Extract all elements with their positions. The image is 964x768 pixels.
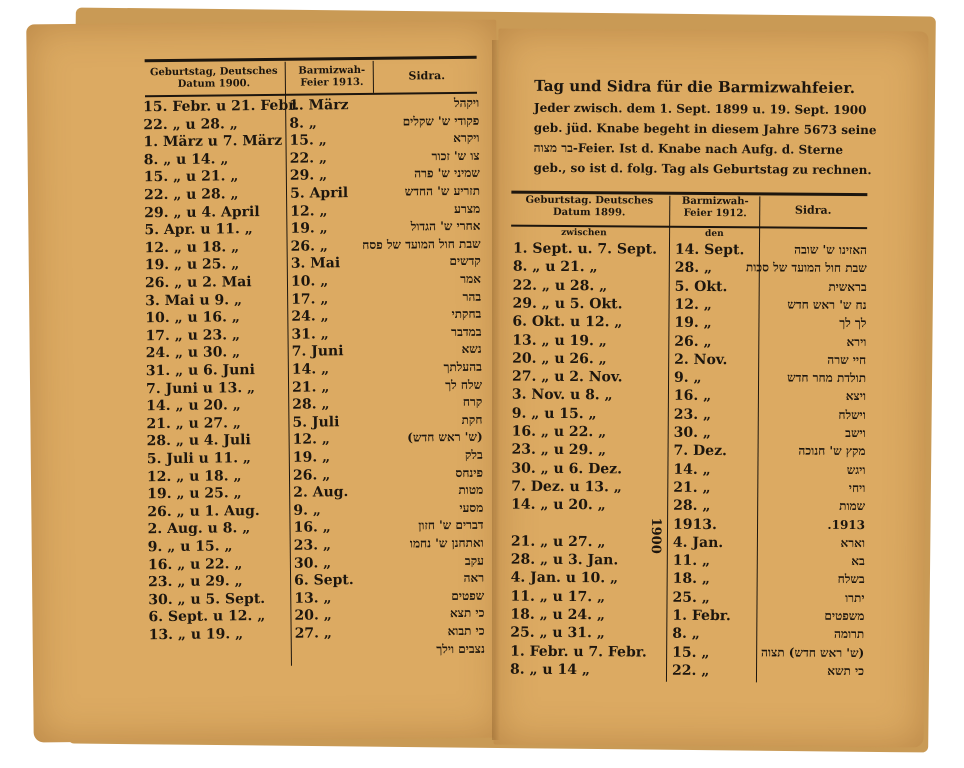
barmitzvah-date: 2. Nov. xyxy=(674,351,728,368)
sidra-name: בא xyxy=(851,554,865,569)
barmitzvah-date: 15. „ xyxy=(672,644,710,661)
barmitzvah-date: 17. „ xyxy=(291,290,329,308)
header-birthday: Geburtstag. Deutsches Datum 1899. xyxy=(525,194,654,219)
barmitzvah-date: 28. „ xyxy=(674,260,713,277)
barmitzvah-date: 8. „ xyxy=(672,626,700,643)
birthday-range: 21. „ u 27. „ xyxy=(146,415,242,433)
barmitzvah-date: 12. „ xyxy=(292,431,330,449)
barmitzvah-date: 19. „ xyxy=(292,449,331,466)
sidra-name: האזינו ש' שובה xyxy=(794,242,868,258)
birthday-range: 23. „ u 29. „ xyxy=(148,573,243,591)
sidra-name: פקודי ש' שקלים xyxy=(402,113,480,129)
sidra-name: נח ש' ראש חדש xyxy=(787,297,867,312)
sidra-name: חיי שרה xyxy=(827,352,867,367)
birthday-range: 9. „ u 15. „ xyxy=(511,405,597,422)
barmitzvah-date: 8. „ xyxy=(289,115,317,132)
birthday-range: 8. „ u 21. „ xyxy=(512,258,598,276)
sidra-name: כי תבוא xyxy=(447,623,485,639)
sidra-name: כי תשא xyxy=(827,663,865,678)
sidra-name: שבת חול המועד של פסח xyxy=(362,236,481,252)
barmitzvah-date: 1. März xyxy=(289,97,349,114)
birthday-range: 6. Okt. u 12. „ xyxy=(512,313,623,331)
barmitzvah-date: 14. „ xyxy=(291,361,330,378)
sidra-name: (ש' ראש חדש) תצוה xyxy=(761,644,865,660)
book-gutter xyxy=(492,40,500,740)
birthday-range: 3. Nov. u 8. „ xyxy=(511,387,613,404)
den-label: den xyxy=(705,228,724,240)
birthday-range: 13. „ u 19. „ xyxy=(148,626,244,644)
barmitzvah-date: 28. „ xyxy=(673,497,711,515)
barmitzvah-date: 14. Sept. xyxy=(674,241,745,259)
barmitzvah-date: 31. „ xyxy=(291,326,329,343)
birthday-range: 17. „ u 23. „ xyxy=(145,327,241,345)
top-rule xyxy=(145,56,477,62)
birthday-range: 1. März u 7. März xyxy=(143,132,283,151)
header-sidra: Sidra. xyxy=(794,203,832,217)
barmitzvah-date: 10. „ xyxy=(290,273,329,290)
left-page xyxy=(26,20,503,743)
sidra-name: צו ש' זכור xyxy=(431,148,480,164)
barmitzvah-date: 23. „ xyxy=(293,537,332,554)
birthday-range: 26. „ u 2. Mai xyxy=(144,274,252,292)
barmitzvah-date: 26. „ xyxy=(292,466,331,484)
birthday-range: 1. Febr. u 7. Febr. xyxy=(510,643,647,661)
birthday-range: 28. „ u 4. Juli xyxy=(146,432,251,450)
birthday-range: 4. Jan. u 10. „ xyxy=(510,569,619,587)
barmitzvah-date: 20. „ xyxy=(294,607,332,625)
sidra-name: ויקהל xyxy=(453,95,480,111)
barmitzvah-date: 7. Juni xyxy=(291,343,344,361)
header-barmitzvah: Barmizwah-Feier 1913. xyxy=(298,64,366,89)
table-row xyxy=(149,641,485,664)
sidra-name: ראה xyxy=(463,570,485,586)
sidra-name: מסעי xyxy=(459,500,484,515)
barmitzvah-date: 5. Juli xyxy=(292,414,340,431)
sidra-name: ויגש xyxy=(846,462,866,477)
barmitzvah-date: 16. „ xyxy=(293,519,331,537)
sidra-name: קדשים xyxy=(449,254,481,269)
birthday-range: 5. Apr. u 11. „ xyxy=(144,221,253,239)
barmitzvah-date: 27. „ xyxy=(294,625,333,642)
year-1900-vertical: 1900 xyxy=(647,517,664,554)
barmitzvah-date: 9. „ xyxy=(674,369,702,387)
sidra-name: לך לך xyxy=(839,316,867,331)
sidra-name: משפטים xyxy=(824,608,865,624)
header-birthday: Geburtstag, Deutsches Datum 1900. xyxy=(149,65,278,90)
sidra-name: בראשית xyxy=(828,279,867,294)
sidra-name: בשלח xyxy=(837,572,865,587)
barmitzvah-date: 28. „ xyxy=(292,396,330,413)
barmitzvah-date: 4. Jan. xyxy=(672,534,724,551)
birthday-range: 5. Juli u 11. „ xyxy=(146,450,252,468)
barmitzvah-date: 30. „ xyxy=(293,554,332,572)
sidra-name: תרומה xyxy=(833,627,865,642)
birthday-range: 7. Juni u 13. „ xyxy=(145,379,256,397)
right-page xyxy=(494,29,929,748)
barmitzvah-date: 19. „ xyxy=(674,314,712,332)
sidra-name: שבת חול המועד של סכות xyxy=(745,260,867,276)
birthday-range: 12. „ u 18. „ xyxy=(146,467,242,485)
birthday-range: 18. „ u 24. „ xyxy=(510,606,605,624)
barmitzvah-date: 7. Dez. xyxy=(673,443,727,460)
birthday-range: 31. „ u 6. Juni xyxy=(145,362,255,380)
barmitzvah-date: 24. „ xyxy=(291,308,329,325)
barmitzvah-date: 21. „ xyxy=(291,378,330,396)
barmitzvah-date: 1. Febr. xyxy=(672,607,731,625)
sidra-name: וירא xyxy=(846,334,867,349)
sidra-name: בהר xyxy=(462,289,482,304)
birthday-range: 29. „ u 4. April xyxy=(144,203,260,221)
sidra-name: אחרי ש' הגדול xyxy=(410,218,481,234)
sidra-name: חקת xyxy=(461,412,483,427)
birthday-range: 14. „ u 20. „ xyxy=(146,397,241,415)
birthday-range: 15. Febr. u 21. Febr. xyxy=(143,97,300,116)
birthday-range: 19. „ u 25. „ xyxy=(147,485,242,503)
sidra-name: דברים ש' חזון xyxy=(418,518,484,533)
birthday-range: 13. „ u 19. „ xyxy=(512,332,607,349)
birthday-range: 7. Dez. u 13. „ xyxy=(511,478,622,496)
sidra-name: (ש' ראש חדש) xyxy=(407,430,483,445)
barmitzvah-date: 13. „ xyxy=(294,590,332,607)
birthday-range: 14. „ u 20. „ xyxy=(511,496,606,514)
birthday-range: 30. „ u 6. Dez. xyxy=(511,460,623,477)
barmitzvah-date: 29. „ xyxy=(289,167,328,185)
birthday-range: 26. „ u 1. Aug. xyxy=(147,502,260,521)
sidra-name: תולדת מחר חדש xyxy=(787,370,867,386)
sidra-name: וישב xyxy=(845,425,866,441)
birthday-range: 19. „ u 25. „ xyxy=(144,256,240,274)
barmitzvah-date: 6. Sept. xyxy=(294,572,354,589)
barmitzvah-date: 22. „ xyxy=(289,150,328,167)
birthday-range: 1. Sept. u. 7. Sept. xyxy=(512,240,658,258)
barmitzvah-date: 5. April xyxy=(289,185,349,202)
birthday-range: 27. „ u 2. Nov. xyxy=(512,368,623,386)
sidra-name: מטות xyxy=(458,482,484,498)
sidra-name: בהעלתך xyxy=(443,359,482,375)
birthday-range: 16. „ u 22. „ xyxy=(147,555,243,573)
sidra-name: עקב xyxy=(464,553,484,568)
barmitzvah-date: 11. „ xyxy=(672,552,711,570)
barmitzvah-date: 14. „ xyxy=(673,461,711,478)
birthday-range: 25. „ u 31. „ xyxy=(510,624,605,642)
sidra-name: וארא xyxy=(840,535,865,550)
birthday-range: 29. „ u 5. Okt. xyxy=(512,295,623,313)
barmitzvah-date: 12. „ xyxy=(674,296,712,313)
birthday-range: 28. „ u 3. Jan. xyxy=(510,551,619,569)
sidra-name: 1913. xyxy=(827,517,866,532)
sidra-name: וישלח xyxy=(838,407,866,422)
barmitzvah-date: 5. Okt. xyxy=(674,278,728,295)
sidra-name: ויחי xyxy=(848,480,866,495)
sidra-name: קרח xyxy=(462,394,483,410)
birthday-range: 11. „ u 17. „ xyxy=(510,588,606,605)
intro-line: Jeder zwisch. dem 1. Sept. 1899 u. 19. Sept. 1900 xyxy=(533,100,867,118)
barmitzvah-date: 2. Aug. xyxy=(293,484,349,501)
intro-line: geb. jüd. Knabe begeht in diesem Jahre 5673 seine xyxy=(533,120,877,138)
between-label: zwischen xyxy=(561,227,607,239)
barmitzvah-date: 23. „ xyxy=(673,406,712,423)
birthday-range: 24. „ u 30. „ xyxy=(145,344,241,362)
table-row xyxy=(510,661,866,682)
sidra-name: כי תצא xyxy=(449,606,485,621)
barmitzvah-date: 26. „ xyxy=(290,238,328,255)
sidra-name: בלק xyxy=(464,447,483,462)
sidra-name: יתרו xyxy=(845,590,865,605)
barmitzvah-date: 30. „ xyxy=(673,424,712,442)
birthday-range: 2. Aug. u 8. „ xyxy=(147,520,251,538)
page-title: Tag und Sidra für die Barmizwahfeier. xyxy=(534,76,856,97)
birthday-range: 10. „ u 16. „ xyxy=(145,309,240,327)
sidra-name: שמות xyxy=(839,499,866,514)
sidra-name: ויצא xyxy=(845,389,866,404)
birthday-range: 8. „ u 14 „ xyxy=(509,661,590,679)
sidra-name: שמיני ש' פרה xyxy=(414,166,480,181)
sidra-name: אמר xyxy=(460,271,482,286)
sidra-name: תזריע ש' החדש xyxy=(404,183,481,199)
sidra-name: נצבים וילך xyxy=(436,641,485,656)
barmitzvah-date xyxy=(295,642,375,643)
birthday-range: 3. Mai u 9. „ xyxy=(145,291,243,309)
barmitzvah-date: 26. „ xyxy=(674,333,712,350)
birthday-range: 30. „ u 5. Sept. xyxy=(148,590,266,609)
barmitzvah-date: 22. „ xyxy=(671,662,710,679)
birthday-range: 20. „ u 26. „ xyxy=(512,350,607,368)
sidra-name: מקץ ש' חנוכה xyxy=(798,443,866,459)
sidra-name: מצרע xyxy=(454,201,481,216)
intro-line: בר מצוה-Feier. Ist d. Knabe nach Aufg. d. Sterne xyxy=(533,140,844,157)
barmitzvah-date: 3. Mai xyxy=(290,255,341,273)
birthday-range: 23. „ u 29. „ xyxy=(511,441,607,459)
barmitzvah-date: 21. „ xyxy=(673,479,711,496)
barmitzvah-date: 16. „ xyxy=(673,388,712,405)
barmitzvah-date: 15. „ xyxy=(289,132,327,149)
sidra-name: שפטים xyxy=(451,588,485,603)
barmitzvah-date: 9. „ xyxy=(293,502,321,519)
barmitzvah-date: 12. „ xyxy=(290,202,328,220)
birthday-range: 8. „ u 14. „ xyxy=(143,151,229,169)
birthday-range: 22. „ u 28. „ xyxy=(512,277,608,294)
birthday-range: 16. „ u 22. „ xyxy=(511,423,607,441)
sidra-name: פינחס xyxy=(455,465,484,480)
birthday-range: 6. Sept. u 12. „ xyxy=(148,608,266,626)
sidra-name: ואתחנן ש' נחמו xyxy=(409,535,484,551)
barmitzvah-date: 1913. xyxy=(672,516,717,533)
sidra-name: ויקרא xyxy=(453,130,480,146)
birthday-range: 21. „ u 27. „ xyxy=(510,533,606,551)
birthday-range: 22. „ u 28. „ xyxy=(143,115,238,133)
birthday-range: 9. „ u 15. „ xyxy=(147,538,233,556)
birthday-range: 12. „ u 18. „ xyxy=(144,239,240,257)
birthday-range: 15. „ u 21. „ xyxy=(143,168,239,186)
birthday-range: 22. „ u 28. „ xyxy=(143,186,239,204)
sidra-name: במדבר xyxy=(451,324,482,339)
header-sidra: Sidra. xyxy=(408,69,446,83)
barmitzvah-date: 18. „ xyxy=(672,571,711,588)
birthday-range xyxy=(511,515,661,516)
barmitzvah-date: 25. „ xyxy=(672,589,710,606)
sidra-name: נשא xyxy=(461,342,482,357)
sidra-name: שלח לך xyxy=(445,377,483,392)
header-barmitzvah: Barmizwah-Feier 1912. xyxy=(681,195,749,220)
barmitzvah-date: 19. „ xyxy=(290,220,328,237)
intro-line: geb., so ist d. folg. Tag als Geburtstag zu rechnen. xyxy=(533,160,872,178)
sidra-name: בחקתי xyxy=(451,306,482,322)
